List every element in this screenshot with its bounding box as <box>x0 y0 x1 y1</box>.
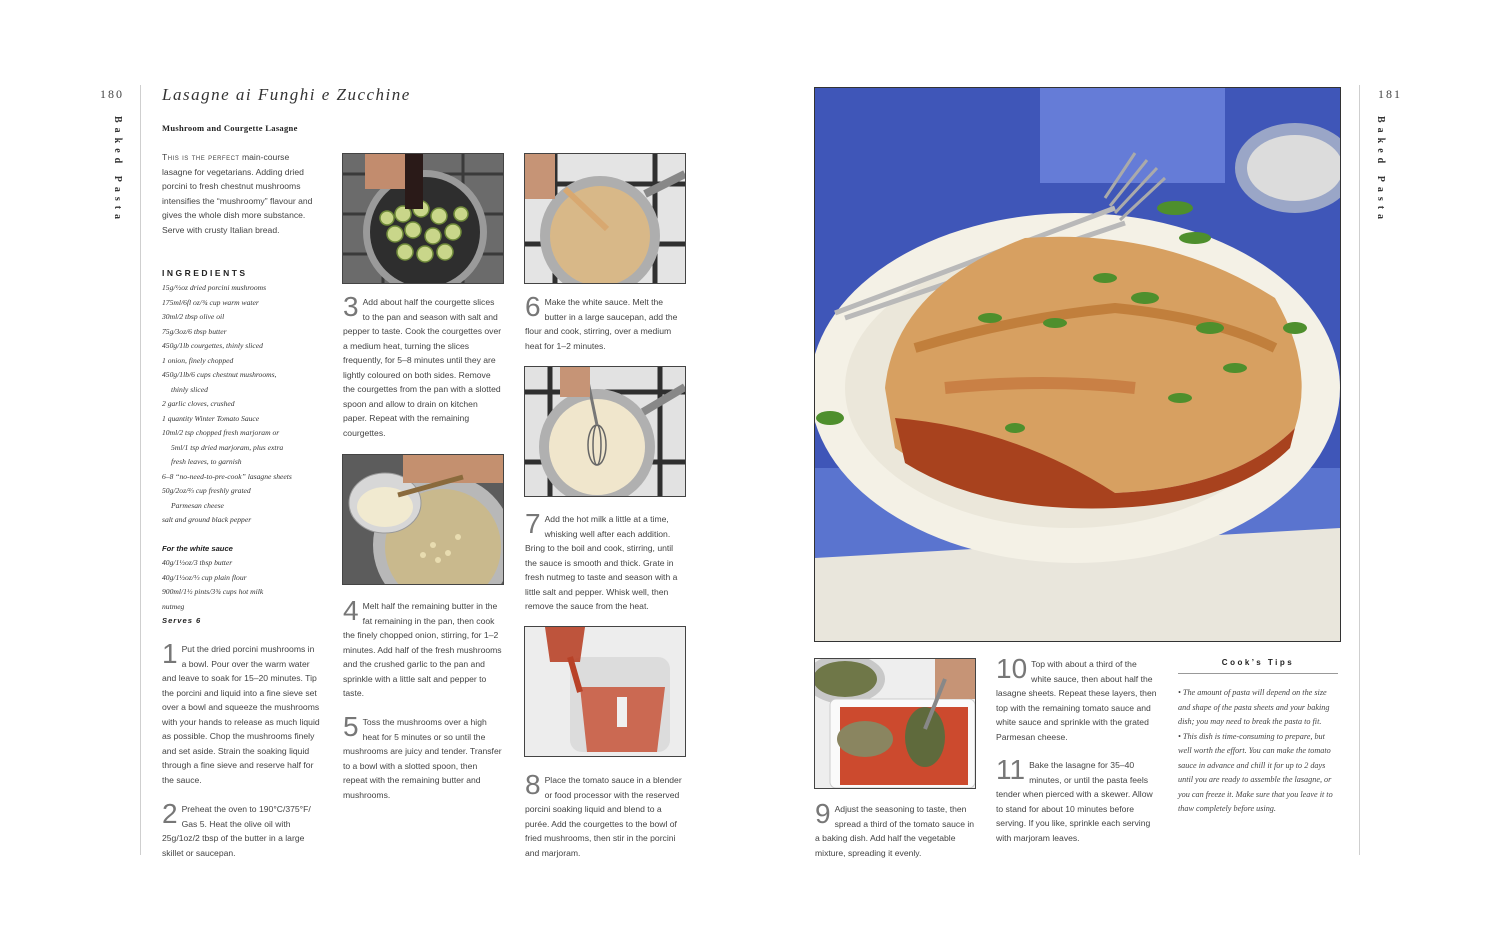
step-number: 2 <box>162 798 178 829</box>
ingredient-item: 1 onion, finely chopped <box>162 355 234 365</box>
ingredient-item: 30ml/2 tbsp olive oil <box>162 312 225 321</box>
step-11 <box>996 754 1158 845</box>
ingredient-item: 50g/2oz/⅔ cup freshly grated <box>162 486 251 495</box>
ingredient-item: 75g/3oz/6 tbsp butter <box>162 326 227 336</box>
page-number-left: 180 <box>100 87 124 101</box>
recipe-subtitle: Mushroom and Courgette Lasagne <box>162 123 298 133</box>
section-title-right: Baked Pasta <box>1375 116 1386 225</box>
step-text: Add the hot milk a little at a time, whisking well after each addition. Bring to the boil and cook, stirring, until the sauce is smooth and thick. Grate in fresh nutmeg to taste and season with a little salt and pepper. Whisk well, then remove the sauce from the heat. <box>525 514 678 611</box>
step-8 <box>525 769 685 860</box>
step-number: 5 <box>343 711 359 742</box>
step-text: Toss the mushrooms over a high heat for 5 minutes or so until the mushrooms are juicy and tender. Transfer to a bowl with a slotted spoon, then repeat with the remaining butter and mushrooms. <box>343 717 502 800</box>
step-7 <box>525 508 685 614</box>
ingredient-item: 40g/1½oz/⅓ cup plain flour <box>162 572 247 582</box>
serves-label: Serves 6 <box>162 616 202 625</box>
intro-text: main-course lasagne for vegetarians. Adding dried porcini to fresh chestnut mushrooms intensifies the “mushroomy” flavour and gives the whole dish more substance. Serve with crusty Italian bread. <box>162 152 313 235</box>
ingredient-item: 10ml/2 tsp chopped fresh marjoram or <box>162 428 280 437</box>
step-text: Preheat the oven to 190°C/375°F/ Gas 5. Heat the olive oil with 25g/1oz/2 tbsp of the butter in a large skillet or saucepan. <box>162 804 311 858</box>
tip-item: • The amount of pasta will depend on the size and shape of the pasta sheets and your baking dish; you may need to break the pasta to fit. <box>1178 688 1330 726</box>
step-5 <box>343 711 503 802</box>
ingredient-item: 175ml/6fl oz/¾ cup warm water <box>162 297 259 307</box>
ingredient-item: 40g/1½oz/3 tbsp butter <box>162 558 233 567</box>
photo-whisking-sauce <box>524 366 686 497</box>
step-text: Top with about a third of the white sauce, then about half the lasagne sheets. Repeat these layers, then top with the remaining tomato sauce and white sauce and sprinkle with the grated Parmesan cheese. <box>996 659 1157 742</box>
step-number: 10 <box>996 653 1028 684</box>
ingredients-list <box>162 281 322 629</box>
step-number: 4 <box>343 595 359 626</box>
ingredient-item: Parmesan cheese <box>171 500 224 510</box>
photo-courgettes-in-pan <box>342 153 504 284</box>
cooks-tips-heading: Cook’s Tips <box>1178 658 1338 674</box>
step-6 <box>525 291 685 353</box>
ingredients-heading: INGREDIENTS <box>162 268 248 278</box>
step-1 <box>162 638 320 787</box>
right-margin-rule <box>1359 85 1360 855</box>
ingredient-item: 15g/½oz dried porcini mushrooms <box>162 283 267 292</box>
step-number: 3 <box>343 291 359 322</box>
page-number-right: 181 <box>1378 87 1402 101</box>
intro-lead: This is the perfect <box>162 152 240 162</box>
step-10 <box>996 653 1158 744</box>
ingredient-item: 900ml/1½ pints/3¾ cups hot milk <box>162 587 264 596</box>
white-sauce-heading: For the white sauce <box>162 543 233 553</box>
step-text: Make the white sauce. Melt the butter in a large saucepan, add the flour and cook, stirring, over a medium heat for 1–2 minutes. <box>525 297 678 351</box>
step-text: Put the dried porcini mushrooms in a bowl. Pour over the warm water and leave to soak for 15–20 minutes. Tip the porcini and liquid into a fine sieve set over a bowl and squeeze the mushrooms with your hands to release as much liquid as possible. Chop the mushrooms finely and set aside. Strain the soaking liquid through a fine sieve and reserve half for the sauce. <box>162 644 320 785</box>
ingredient-item: salt and ground black pepper <box>162 515 252 524</box>
ingredient-item: 450g/1lb courgettes, thinly sliced <box>162 341 263 350</box>
step-text: Adjust the seasoning to taste, then spread a third of the tomato sauce in a baking dish. Add half the vegetable mixture, spreading it evenly. <box>815 804 975 858</box>
step-number: 11 <box>996 754 1026 785</box>
ingredient-item: 5ml/1 tsp dried marjoram, plus extra <box>171 442 284 452</box>
step-text: Add about half the courgette slices to the pan and season with salt and pepper to taste. Cook the courgettes over a medium heat, turning the slices frequently, for 5–8 minutes until they are lightly coloured on both sides. Remove the courgettes from the pan with a slotted spoon and allow to drain on kitchen paper. Repeat with the remaining courgettes. <box>343 297 502 438</box>
photo-adding-garlic <box>342 454 504 585</box>
ingredient-item: 1 quantity Winter Tomato Sauce <box>162 413 260 423</box>
step-2 <box>162 798 320 860</box>
ingredient-item: 450g/1lb/6 cups chestnut mushrooms, <box>162 370 277 379</box>
step-3 <box>343 291 503 440</box>
step-number: 6 <box>525 291 541 322</box>
intro-paragraph <box>162 150 320 237</box>
hero-photo-lasagne <box>814 87 1341 642</box>
ingredient-item: 6–8 “no-need-to-pre-cook” lasagne sheets <box>162 471 292 481</box>
section-title-left: Baked Pasta <box>112 116 123 225</box>
ingredient-item: fresh leaves, to garnish <box>171 457 242 466</box>
ingredient-item: nutmeg <box>162 601 185 611</box>
step-number: 9 <box>815 798 831 829</box>
photo-layering-baking-dish <box>814 658 976 789</box>
step-text: Place the tomato sauce in a blender or food processor with the reserved porcini soaking liquid and blend to a purée. Add the courgettes to the bowl of fried mushrooms, then stir in the porcini and marjoram. <box>525 775 682 858</box>
recipe-title: Lasagne ai Funghi e Zucchine <box>162 85 411 104</box>
ingredient-item: 2 garlic cloves, crushed <box>162 399 235 408</box>
tip-item: • This dish is time-consuming to prepare, but well worth the effort. You can make the tomato sauce in advance and chill it for up to 2 days until you are ready to assemble the lasagne, or you can freeze it. Make sure that you leave it to thaw completely before using. <box>1178 731 1333 813</box>
step-number: 7 <box>525 508 541 539</box>
photo-blending-tomato-sauce <box>524 626 686 757</box>
left-margin-rule <box>140 85 141 855</box>
step-4 <box>343 595 503 701</box>
photo-roux-in-saucepan <box>524 153 686 284</box>
step-9 <box>815 798 975 860</box>
step-text: Bake the lasagne for 35–40 minutes, or until the pasta feels tender when pierced with a skewer. Allow to stand for about 10 minutes before serving. If you like, sprinkle each serving with marjoram leaves. <box>996 760 1153 843</box>
ingredient-item: thinly sliced <box>171 384 208 394</box>
cooks-tips <box>1178 686 1338 817</box>
step-number: 8 <box>525 769 541 800</box>
step-number: 1 <box>162 638 178 669</box>
step-text: Melt half the remaining butter in the fat remaining in the pan, then cook the finely chopped onion, stirring, for 1–2 minutes. Add half of the fresh mushrooms and the crushed garlic to the pan and sprinkle with a little salt and pepper to taste. <box>343 601 502 698</box>
